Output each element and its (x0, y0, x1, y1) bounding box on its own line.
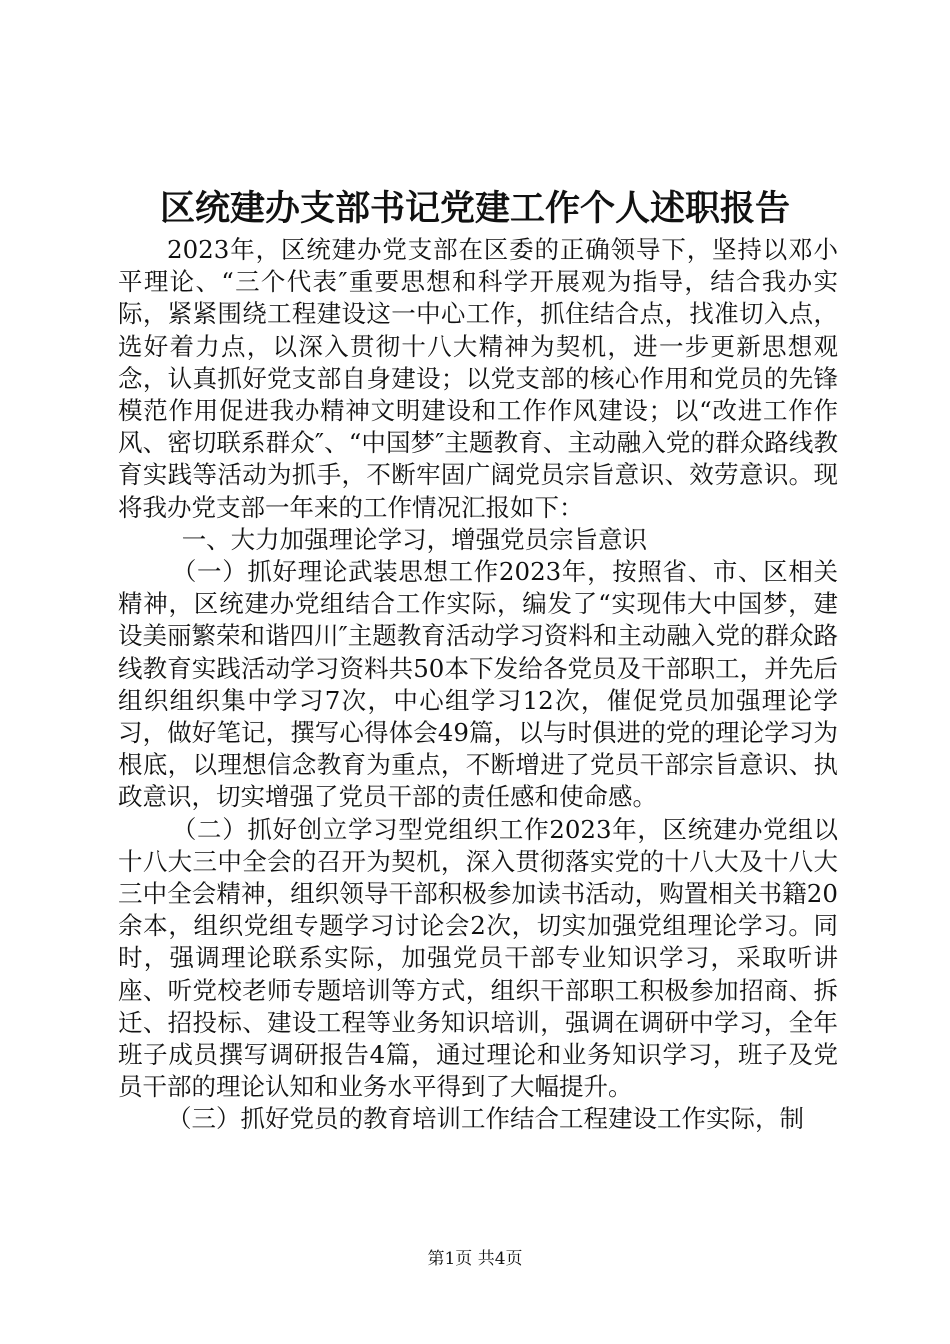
page-footer: 第1页 共4页 (427, 1249, 523, 1269)
section-heading-1: 一、大力加强理论学习，增强党员宗旨意识 (181, 524, 648, 554)
page-title: 区统建办支部书记党建工作个人述职报告 (159, 188, 790, 229)
paragraph-subsection-3: （三）抓好党员的教育培训工作结合工程建设工作实际，制 (167, 1104, 804, 1134)
paragraph-intro: 2023年，区统建办党支部在区委的正确领导下，坚持以邓小平理论、“三个代表″重要思想和科学开展观为指导，结合我办实际，紧紧围绕工程建设这一中心工作，抓住结合点，找准切入点，选好着力点，以深入贯彻十八大精神为契机，进一步更新思想观念，认真抓好党支部自身建设；以党支部的核心作用和党员的先锋模范作用促进我办精神文明建设和工作作风建设；以“改进工作作风、密切联系群众″、“中国梦″主题教育、主动融入党的群众路线教育实践等活动为抓手，不断牢固广阔党员宗旨意识、效劳意识。现将我办党支部一年来的工作情况汇报如下： (118, 235, 838, 522)
paragraph-subsection-2: （二）抓好创立学习型党组织工作2023年，区统建办党组以十八大三中全会的召开为契机，深入贯彻落实党的十八大及十八大三中全会精神，组织领导干部积极参加读书活动，购置相关书籍20余本，组织党组专题学习讨论会2次，切实加强党组理论学习。同时，强调理论联系实际，加强党员干部专业知识学习，采取听讲座、听党校老师专题培训等方式，组织干部职工积极参加招商、拆迁、招投标、建设工程等业务知识培训，强调在调研中学习，全年班子成员撰写调研报告4篇，通过理论和业务知识学习，班子及党员干部的理论认知和业务水平得到了大幅提升。 (118, 814, 838, 1102)
document-body (118, 234, 838, 1136)
paragraph-subsection-1: （一）抓好理论武装思想工作2023年，按照省、市、区相关精神，区统建办党组结合工作实际，编发了“实现伟大中国梦，建设美丽繁荣和谐四川″主题教育活动学习资料和主动融入党的群众路线教育实践活动学习资料共50本下发给各党员及干部职工，并先后组织组织集中学习7次，中心组学习12次，催促党员加强理论学习，做好笔记，撰写心得体会49篇，以与时俱进的党的理论学习为根底，以理想信念教育为重点，不断增进了党员干部宗旨意识、执政意识，切实增强了党员干部的责任感和使命感。 (118, 557, 838, 812)
